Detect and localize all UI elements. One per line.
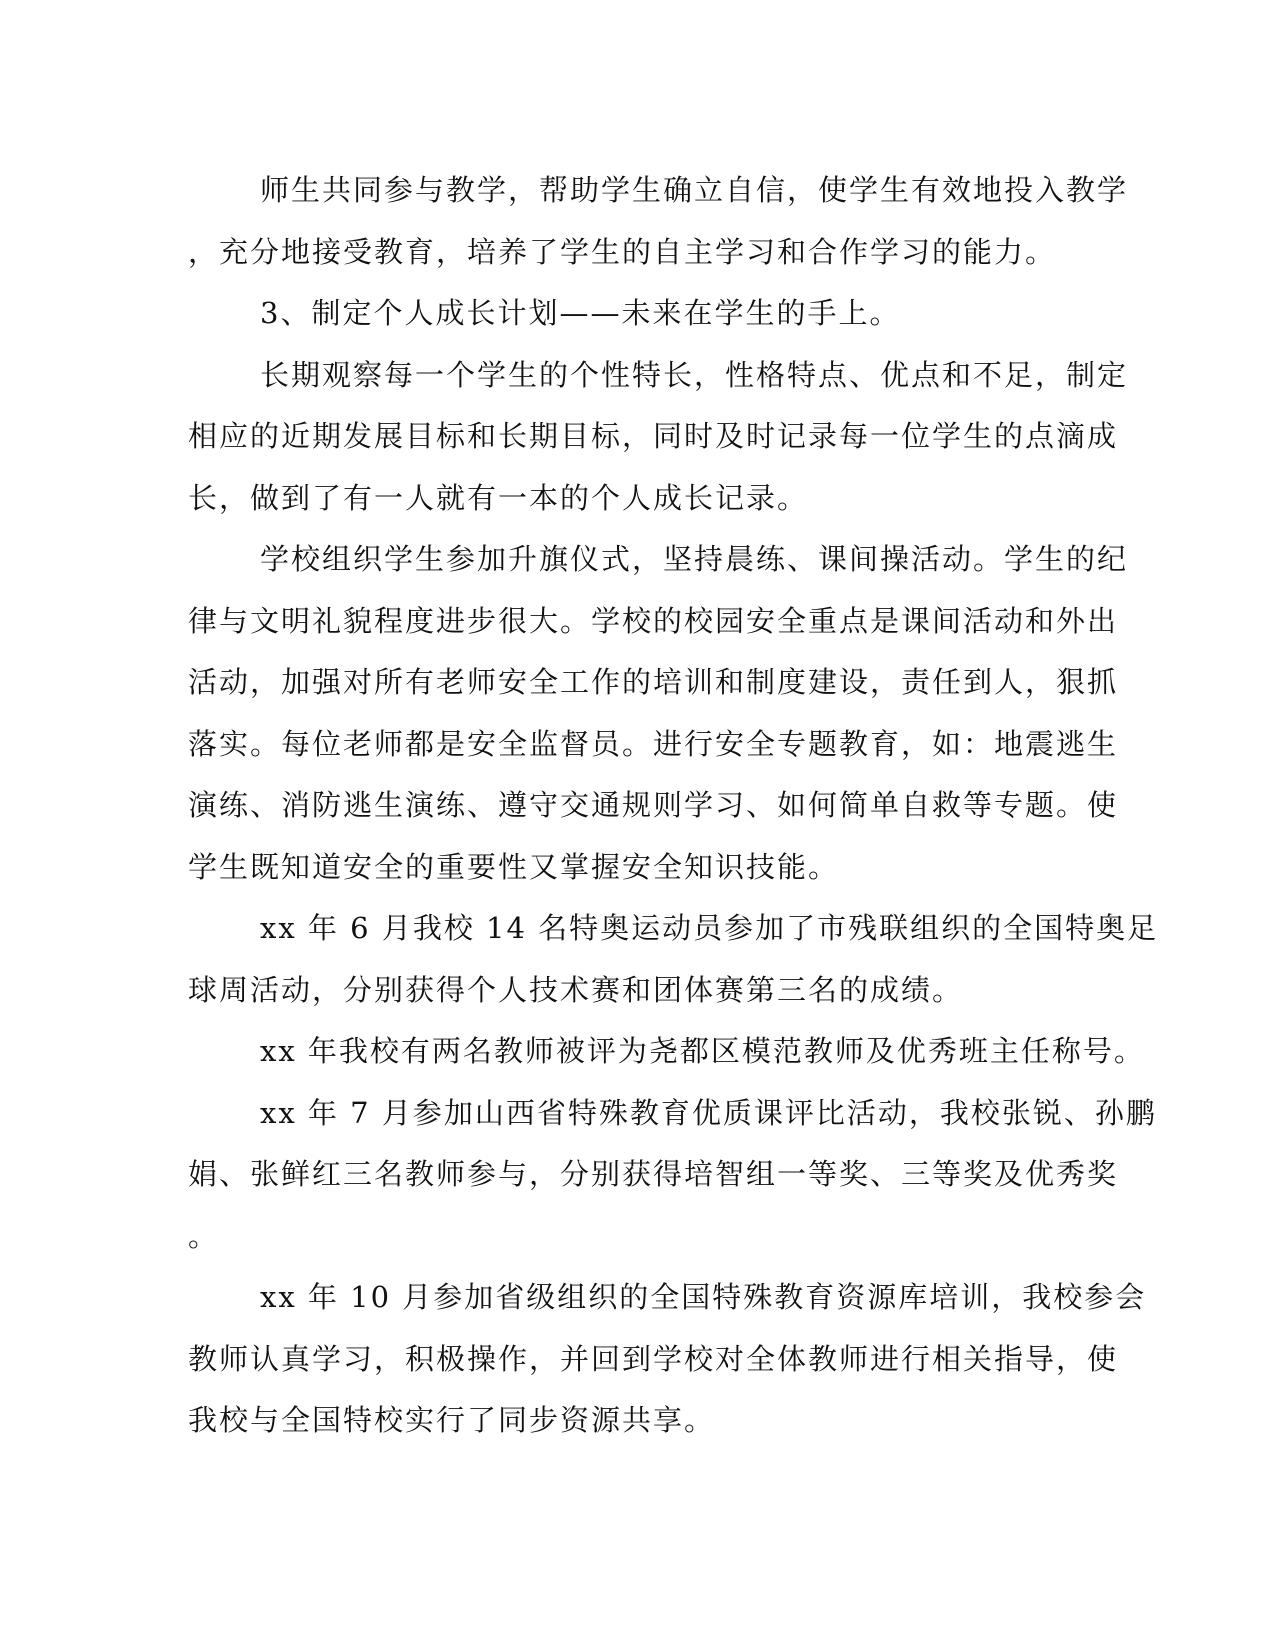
text-line: 师生共同参与教学，帮助学生确立自信，使学生有效地投入教学: [260, 173, 1129, 207]
text-line: 律与文明礼貌程度进步很大。学校的校园安全重点是课间活动和外出: [188, 603, 1119, 638]
text-line: xx 年 7 月参加山西省特殊教育优质课评比活动，我校张锐、孙鹏: [260, 1095, 1157, 1130]
text-line: 长，做到了有一人就有一本的个人成长记录。: [188, 480, 809, 515]
text-line: 长期观察每一个学生的个性特长，性格特点、优点和不足，制定: [260, 357, 1129, 392]
text-line: 娟、张鲜红三名教师参与，分别获得培智组一等奖、三等奖及优秀奖: [188, 1157, 1119, 1191]
section-heading: 3、制定个人成长计划——未来在学生的手上。: [260, 296, 901, 330]
text-line: 相应的近期发展目标和长期目标，同时及时记录每一位学生的点滴成: [188, 419, 1119, 453]
text-line: 落实。每位老师都是安全监督员。进行安全专题教育，如：地震逃生: [188, 726, 1119, 761]
text-line: 演练、消防逃生演练、遵守交通规则学习、如何简单自救等专题。使: [188, 788, 1119, 822]
text-line: xx 年 6 月我校 14 名特奥运动员参加了市残联组织的全国特奥足: [260, 911, 1159, 945]
text-line: xx 年我校有两名教师被评为尧都区模范教师及优秀班主任称号。: [260, 1034, 1145, 1068]
text-line: xx 年 10 月参加省级组织的全国特殊教育资源库培训，我校参会: [260, 1280, 1147, 1314]
text-line: ，充分地接受教育，培养了学生的自主学习和合作学习的能力。: [188, 234, 1057, 269]
document-body: [188, 160, 1159, 1452]
text-line: 。: [188, 1218, 220, 1253]
text-line: 学校组织学生参加升旗仪式，坚持晨练、课间操活动。学生的纪: [260, 542, 1129, 576]
text-line: 我校与全国特校实行了同步资源共享。: [188, 1403, 716, 1437]
text-line: 学生既知道安全的重要性又掌握安全知识技能。: [188, 849, 840, 884]
text-line: 教师认真学习，积极操作，并回到学校对全体教师进行相关指导，使: [188, 1341, 1119, 1376]
text-line: 球周活动，分别获得个人技术赛和团体赛第三名的成绩。: [188, 972, 964, 1007]
text-line: 活动，加强对所有老师安全工作的培训和制度建设，责任到人，狠抓: [188, 665, 1119, 699]
